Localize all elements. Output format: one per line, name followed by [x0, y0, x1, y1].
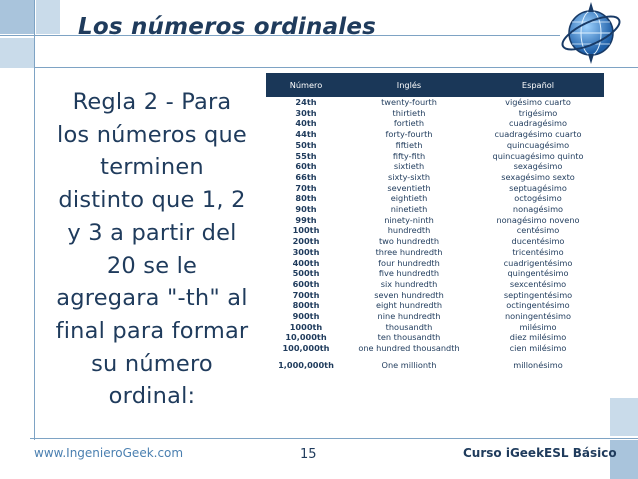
table-row	[266, 332, 604, 343]
table-row	[266, 161, 604, 172]
cell-ingles: sixtieth	[393, 161, 425, 172]
cell-numero: 900th	[292, 311, 320, 322]
decor-square	[36, 0, 60, 34]
cell-ingles: hundredth	[387, 225, 431, 236]
table-row	[266, 236, 604, 247]
table-header-row	[266, 73, 604, 97]
cell-ingles: seven hundredth	[374, 289, 444, 300]
table-row	[266, 193, 604, 204]
table-row	[266, 215, 604, 226]
table-row	[266, 118, 604, 129]
cell-espanol: trigésimo	[518, 107, 558, 118]
cell-espanol: vigésimo cuarto	[505, 97, 571, 107]
table-row	[266, 129, 604, 140]
cell-numero: 90th	[295, 204, 317, 215]
cell-numero: 600th	[292, 278, 320, 289]
cell-ingles: nine hundredth	[377, 311, 441, 322]
cell-ingles: five hundredth	[378, 268, 440, 279]
cell-espanol: septingentésimo	[503, 289, 573, 300]
decor-square	[0, 0, 34, 34]
cell-espanol: milésimo	[519, 321, 557, 332]
cell-ingles: thirtieth	[392, 107, 426, 118]
table-row	[266, 151, 604, 162]
table-row	[266, 279, 604, 290]
cell-numero: 700th	[292, 289, 320, 300]
footer-course-name: Curso iGeekESL Básico	[463, 446, 617, 460]
table-body	[266, 97, 604, 376]
table-row	[266, 140, 604, 151]
slide-title: Los números ordinales	[78, 14, 377, 40]
table-row	[266, 311, 604, 322]
table-row	[266, 204, 604, 215]
footer-website-link[interactable]: www.IngenieroGeek.com	[34, 446, 184, 460]
cell-espanol: noningentésimo	[504, 311, 572, 322]
cell-ingles: two hundredth	[378, 236, 440, 247]
cell-espanol: diez milésimo	[509, 332, 567, 343]
globe-logo-icon	[558, 2, 624, 64]
cell-numero: 80th	[295, 193, 317, 204]
cell-numero: 44th	[295, 129, 317, 140]
cell-ingles: sixty-sixth	[387, 171, 431, 182]
decor-square	[0, 38, 34, 68]
cell-espanol: septuagésimo	[509, 182, 567, 193]
cell-ingles: ten thousandth	[377, 332, 441, 343]
decor-horizontal-line	[30, 438, 638, 439]
header-espanol: Español	[472, 73, 604, 97]
cell-ingles: six hundredth	[380, 278, 438, 289]
cell-espanol: ducentésimo	[511, 236, 565, 247]
cell-ingles: eight hundredth	[375, 300, 443, 311]
header-numero: Número	[266, 73, 346, 97]
cell-espanol: nonagésimo	[512, 204, 564, 215]
cell-espanol: cien milésimo	[509, 343, 567, 354]
cell-numero: 100th	[292, 225, 320, 236]
rule-description: Regla 2 - Para los números que terminen distinto que 1, 2 y 3 a partir del 20 se le agregara "-th" al final para formar su número ordinal:	[55, 89, 249, 410]
table-row	[266, 290, 604, 301]
cell-ingles: eightieth	[390, 193, 428, 204]
cell-numero: 1000th	[289, 321, 323, 332]
cell-numero: 70th	[295, 182, 317, 193]
cell-numero: 55th	[295, 150, 317, 161]
decor-vertical-line	[34, 0, 35, 440]
cell-espanol: quincuagésimo quinto	[492, 150, 584, 161]
decor-square	[610, 398, 638, 436]
cell-numero: 1,000,000th	[278, 359, 334, 370]
decor-horizontal-line	[34, 67, 638, 68]
cell-ingles: seventieth	[387, 182, 431, 193]
ordinals-table	[266, 73, 604, 376]
table-row	[266, 268, 604, 279]
cell-numero: 200th	[292, 236, 320, 247]
cell-espanol: sexcentésimo	[509, 278, 567, 289]
cell-numero: 500th	[292, 268, 320, 279]
cell-espanol: sexagésimo	[513, 161, 563, 172]
cell-numero: 99th	[295, 214, 317, 225]
cell-numero: 10,000th	[285, 332, 327, 343]
cell-numero: 66th	[295, 171, 317, 182]
cell-numero: 40th	[295, 118, 317, 129]
cell-espanol: cuadragésimo cuarto	[494, 129, 582, 140]
cell-espanol: cuadrigentésimo	[503, 257, 573, 268]
table-row	[266, 247, 604, 258]
table-row	[266, 354, 604, 376]
cell-espanol: millonésimo	[513, 359, 563, 370]
cell-espanol: quingentésimo	[507, 268, 569, 279]
table-row	[266, 300, 604, 311]
cell-numero: 100,000th	[282, 343, 330, 354]
cell-espanol: octingentésimo	[506, 300, 570, 311]
cell-numero: 300th	[292, 246, 320, 257]
table-row	[266, 108, 604, 119]
cell-ingles: twenty-fourth	[381, 97, 437, 107]
cell-numero: 800th	[292, 300, 320, 311]
cell-ingles: One millionth	[381, 359, 437, 370]
cell-numero: 50th	[295, 139, 317, 150]
cell-numero: 60th	[295, 161, 317, 172]
cell-ingles: fortieth	[393, 118, 425, 129]
cell-espanol: tricentésimo	[512, 246, 564, 257]
cell-ingles: fifty-fith	[392, 150, 426, 161]
cell-espanol: sexagésimo sexto	[501, 171, 575, 182]
page-number: 15	[300, 447, 317, 462]
cell-espanol: cuadragésimo	[508, 118, 568, 129]
header-ingles: Inglés	[346, 73, 472, 97]
table-row	[266, 225, 604, 236]
table-row	[266, 258, 604, 269]
table-row	[266, 322, 604, 333]
cell-ingles: fiftieth	[395, 139, 423, 150]
cell-ingles: four hundredth	[378, 257, 440, 268]
table-row	[266, 183, 604, 194]
table-row	[266, 343, 604, 354]
cell-ingles: ninety-ninth	[384, 214, 434, 225]
table-row	[266, 172, 604, 183]
cell-espanol: centésimo	[516, 225, 560, 236]
cell-ingles: one hundred thousandth	[358, 343, 460, 354]
cell-ingles: forty-fourth	[385, 129, 433, 140]
cell-ingles: thousandth	[385, 321, 433, 332]
table-row	[266, 97, 604, 108]
cell-numero: 30th	[295, 107, 317, 118]
cell-numero: 24th	[295, 97, 317, 107]
cell-espanol: octogésimo	[514, 193, 562, 204]
cell-espanol: quincuagésimo	[506, 139, 570, 150]
cell-numero: 400th	[292, 257, 320, 268]
cell-ingles: three hundredth	[375, 246, 443, 257]
cell-ingles: ninetieth	[390, 204, 428, 215]
cell-espanol: nonagésimo noveno	[496, 214, 580, 225]
